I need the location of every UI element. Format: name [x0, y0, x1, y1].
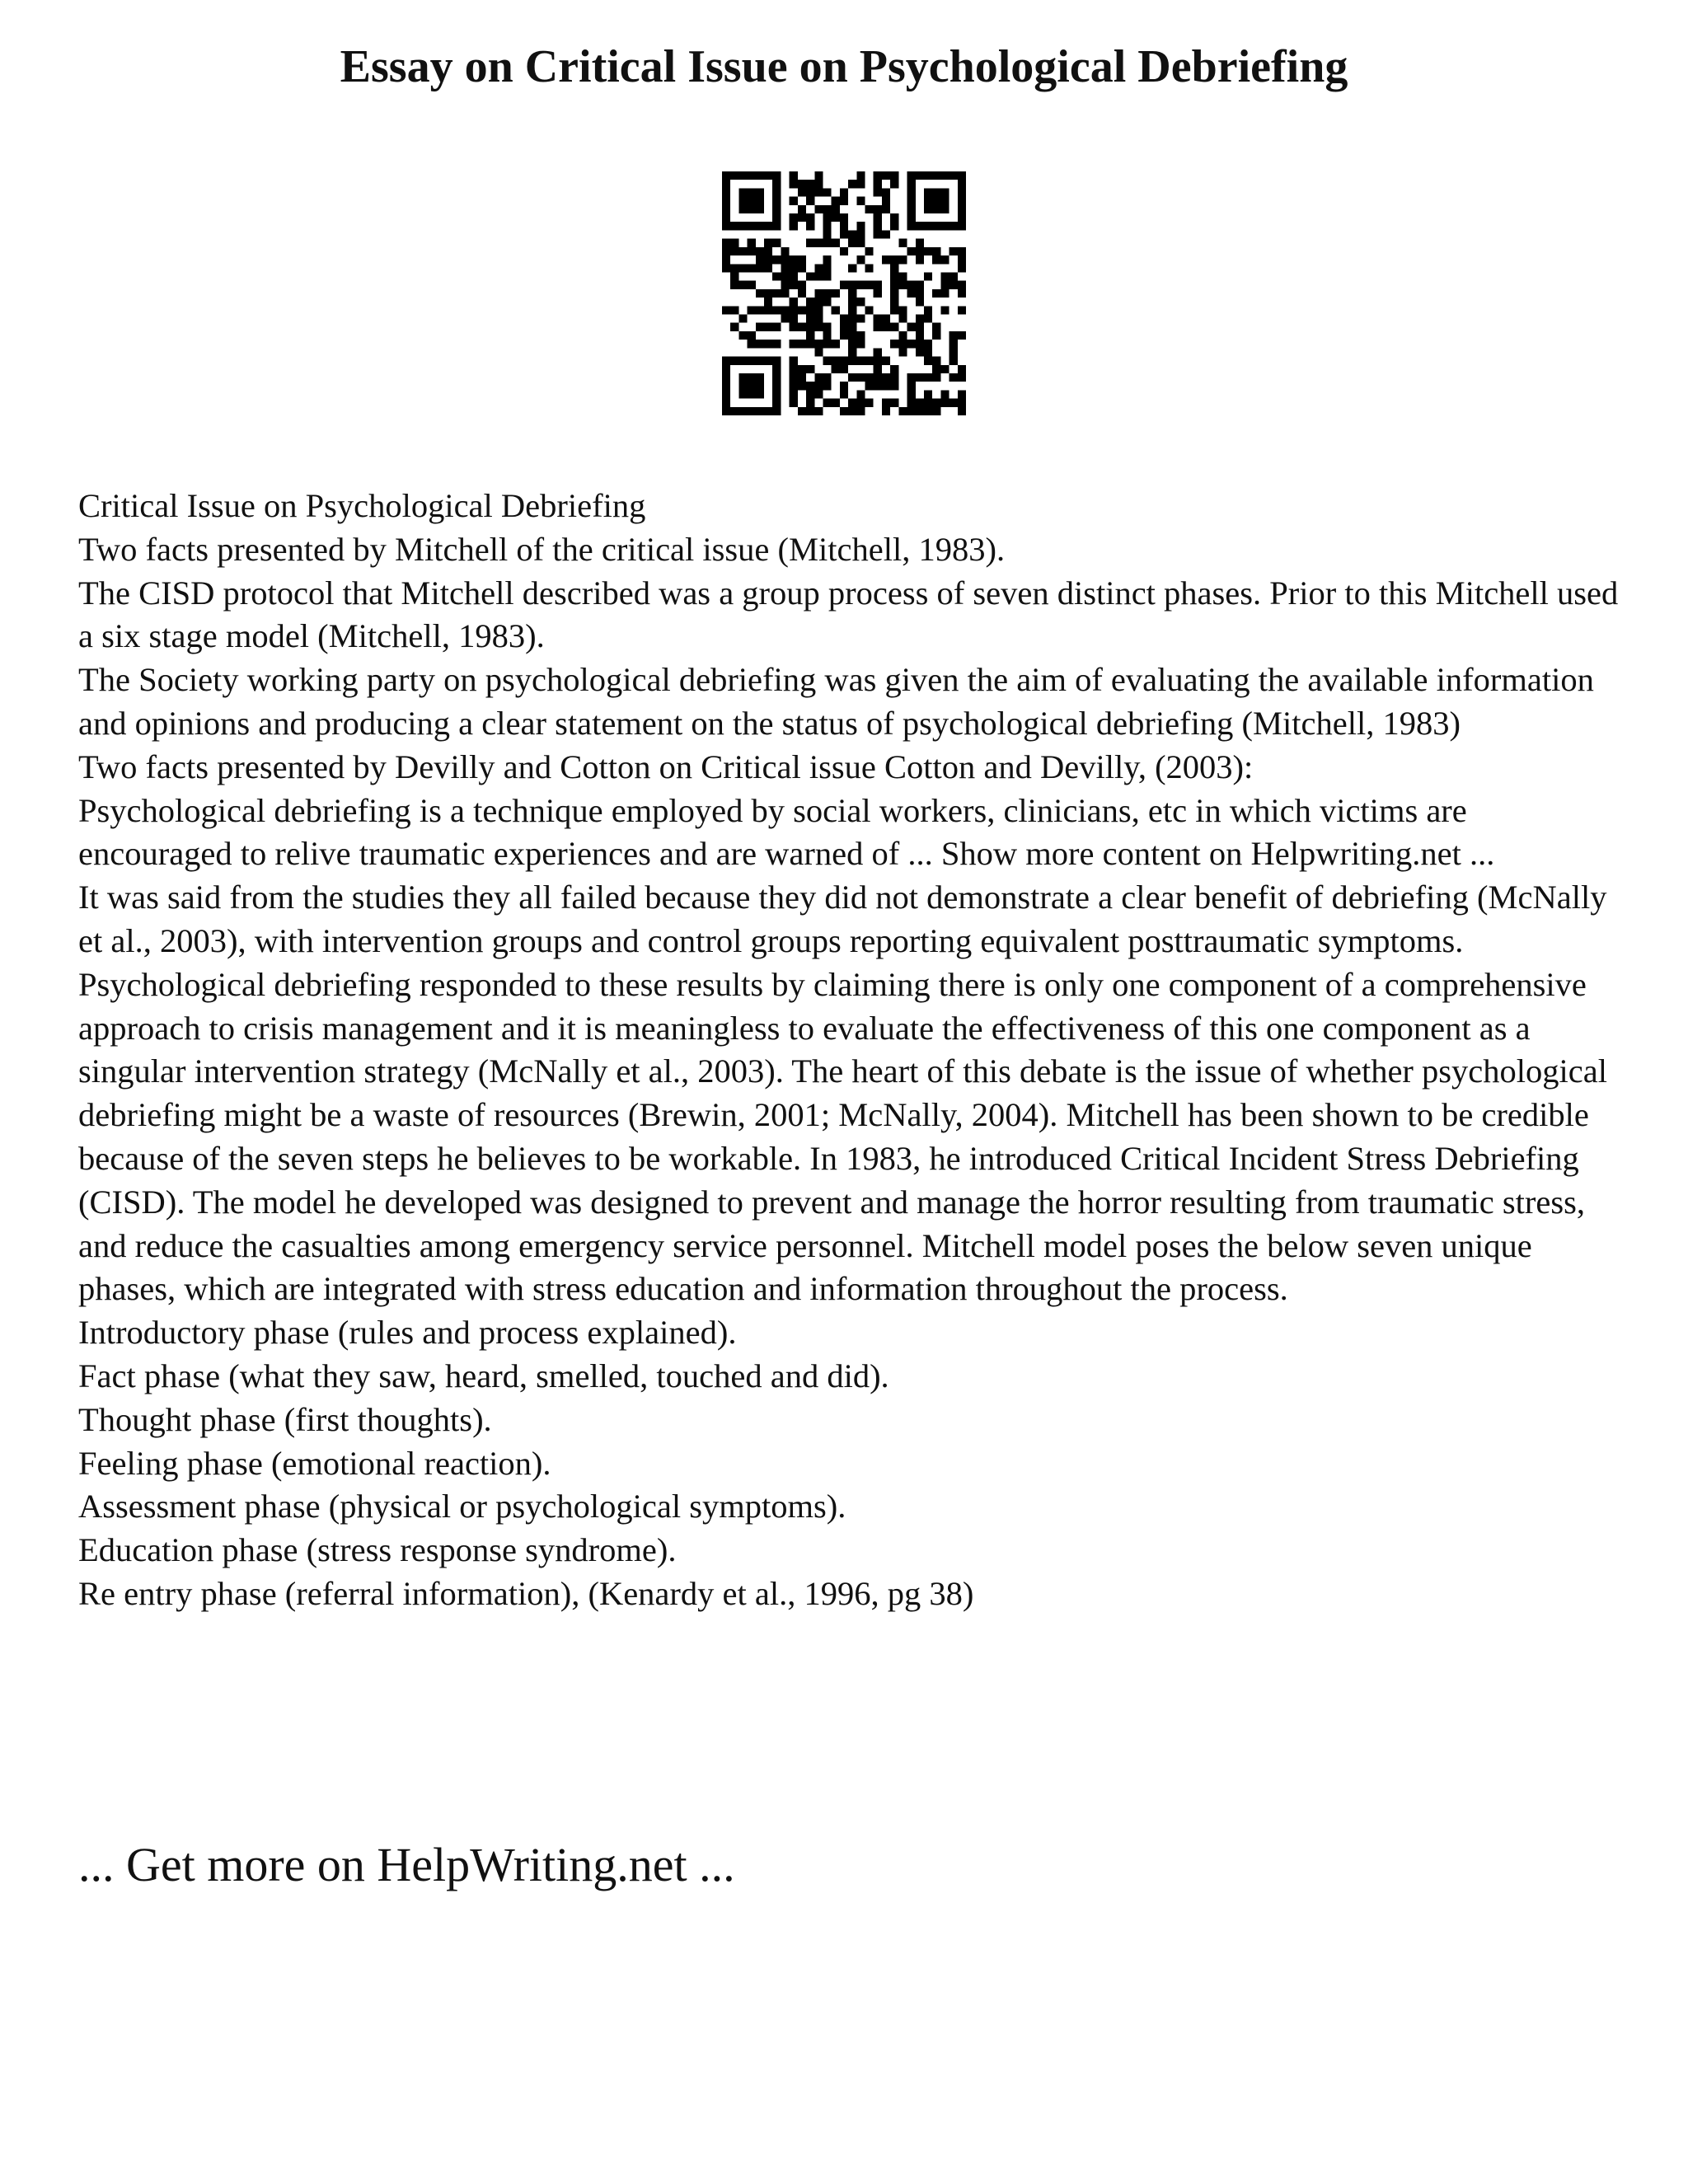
paragraph: The CISD protocol that Mitchell described was a group process of seven distinct phases. Prior to this Mitchell used a six stage model (Mitchell, 1983).: [78, 574, 1619, 655]
qr-code-icon: [722, 171, 966, 415]
list-item: Assessment phase (physical or psychological symptoms).: [78, 1488, 846, 1526]
list-item: Introductory phase (rules and process explained).: [78, 1314, 737, 1352]
paragraph: Psychological debriefing responded to these results by claiming there is only one component of a comprehensive approach to crisis management and it is meaningless to evaluate the effectiveness of this one component as a singular intervention strategy (McNally et al., 2003). The heart of this debate is the issue of whether psychological debriefing might be a waste of resources (Brewin, 2001; McNally, 2004). Mitchell has been shown to be credible because of the seven steps he believes to be workable. In 1983, he introduced Critical Incident Stress Debriefing (CISD). The model he developed was designed to prevent and manage the horror resulting from traumatic stress, and reduce the casualties among emergency service personnel. Mitchell model poses the below seven unique phases, which are integrated with stress education and information throughout the process.: [78, 965, 1607, 1308]
list-item: Education phase (stress response syndrome).: [78, 1531, 677, 1569]
get-more-link[interactable]: ... Get more on HelpWriting.net ...: [78, 1838, 735, 1891]
essay-body: [78, 485, 1620, 1616]
paragraph: Psychological debriefing is a technique employed by social workers, clinicians, etc in which victims are encouraged to relive traumatic experiences and are warned of ... Show more content on Helpwriting.net ...: [78, 791, 1495, 873]
paragraph: Two facts presented by Devilly and Cotton on Critical issue Cotton and Devilly, (2003):: [78, 748, 1254, 785]
paragraph: It was said from the studies they all failed because they did not demonstrate a clear benefit of debriefing (McNally et al., 2003), with intervention groups and control groups reporting equivalent posttraumatic symptoms.: [78, 879, 1607, 959]
list-item: Re entry phase (referral information), (Kenardy et al., 1996, pg 38): [78, 1574, 974, 1612]
list-item: Fact phase (what they saw, heard, smelled, touched and did).: [78, 1357, 889, 1394]
list-item: Feeling phase (emotional reaction).: [78, 1444, 551, 1482]
document-title: Essay on Critical Issue on Psychological Debriefing: [340, 41, 1348, 92]
paragraph: The Society working party on psychological debriefing was given the aim of evaluating the available information and opinions and producing a clear statement on the status of psychological debriefing (Mitchell, 1983): [78, 661, 1594, 742]
paragraph-heading: Critical Issue on Psychological Debriefing: [78, 487, 646, 524]
paragraph: Two facts presented by Mitchell of the critical issue (Mitchell, 1983).: [78, 530, 1006, 568]
list-item: Thought phase (first thoughts).: [78, 1400, 492, 1438]
